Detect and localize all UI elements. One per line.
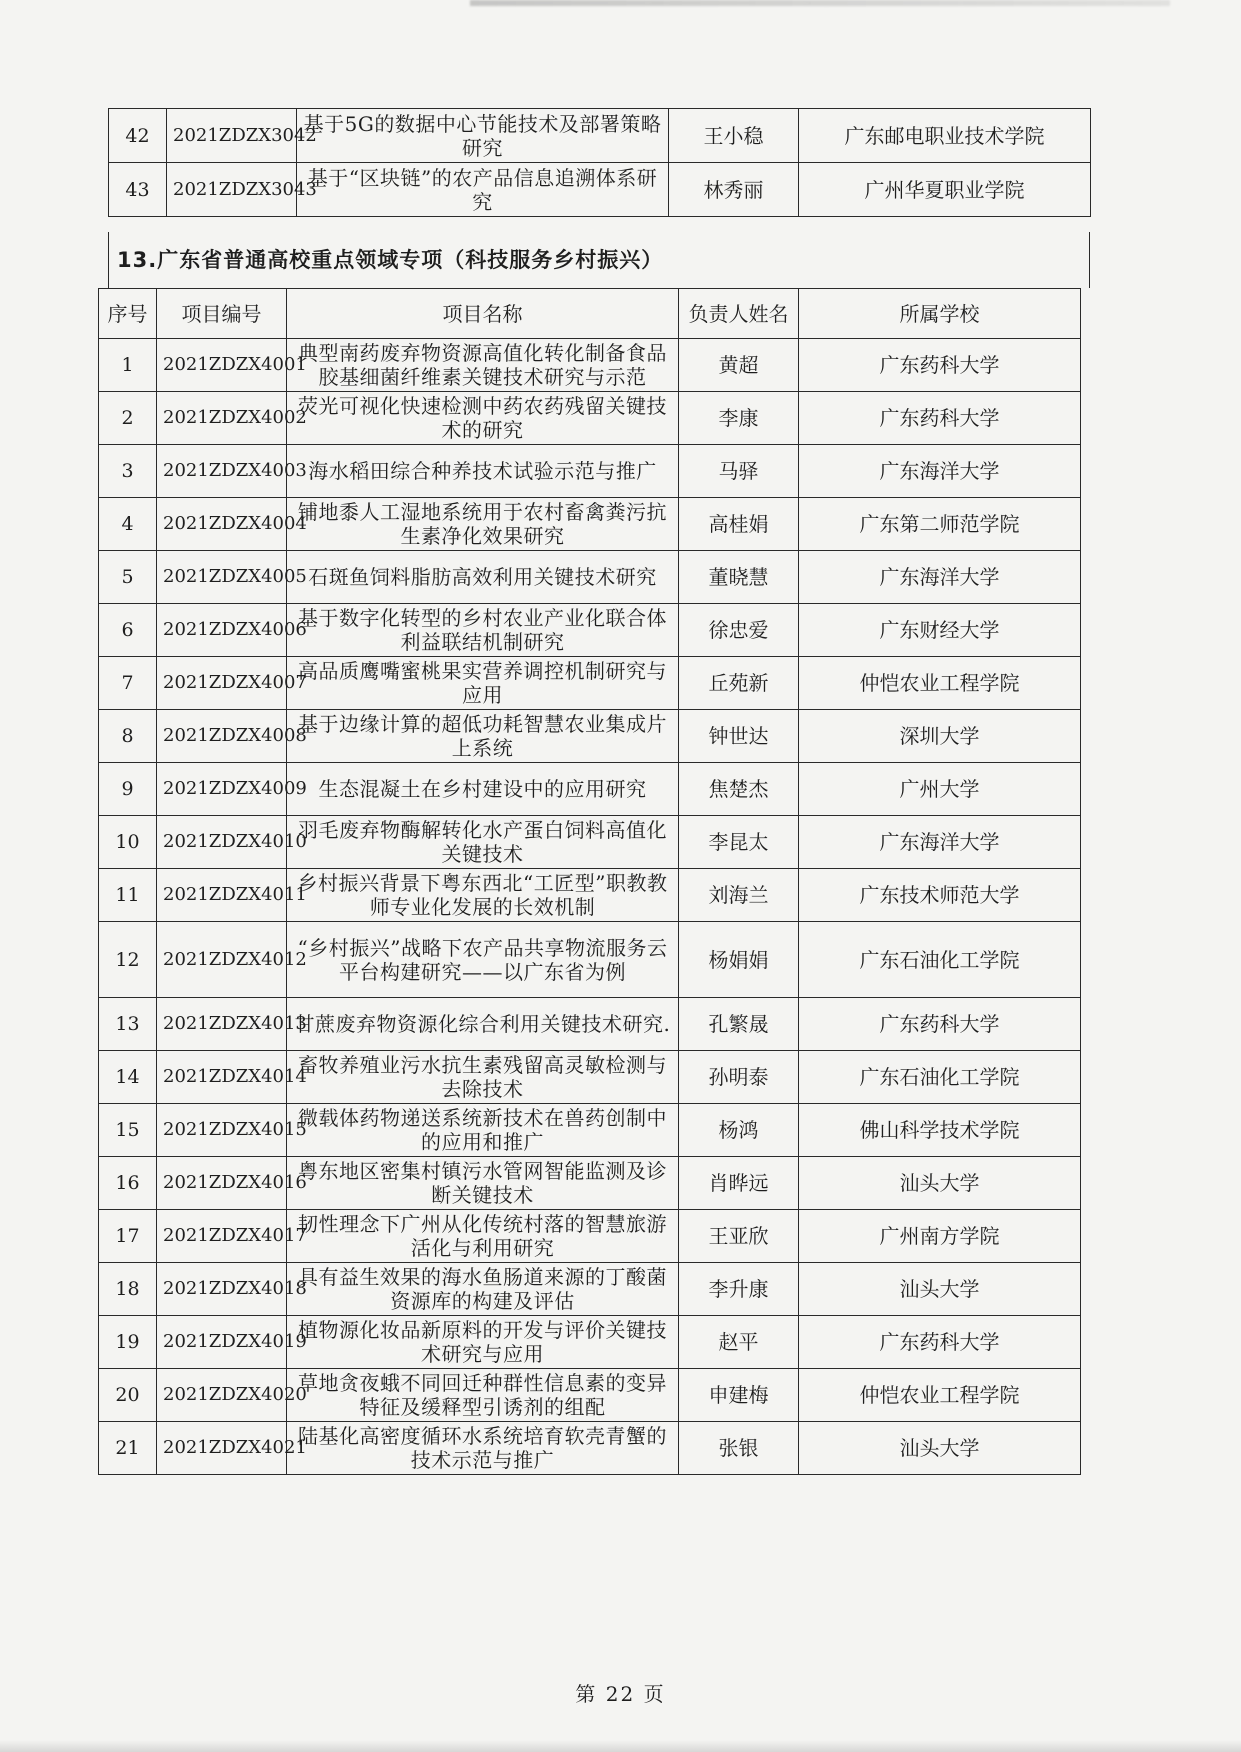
section-title: 13.广东省普通高校重点领域专项（科技服务乡村振兴） bbox=[117, 248, 664, 272]
table-row bbox=[99, 657, 1081, 710]
section-header-cell bbox=[108, 232, 1090, 288]
project-table-body bbox=[99, 339, 1081, 1475]
cell-code: 2021ZDZX4002 bbox=[157, 392, 287, 445]
cell-name: 草地贪夜蛾不同回迁种群性信息素的变异特征及缓释型引诱剂的组配 bbox=[287, 1369, 679, 1422]
cell-name: 高品质鹰嘴蜜桃果实营养调控机制研究与应用 bbox=[287, 657, 679, 710]
table-row bbox=[99, 998, 1081, 1051]
cell-code: 2021ZDZX4010 bbox=[157, 816, 287, 869]
cell-name: “乡村振兴”战略下农产品共享物流服务云平台构建研究——以广东省为例 bbox=[287, 922, 679, 998]
cell-code: 2021ZDZX4015 bbox=[157, 1104, 287, 1157]
cell-leader: 黄超 bbox=[679, 339, 799, 392]
cell-name: 具有益生效果的海水鱼肠道来源的丁酸菌资源库的构建及评估 bbox=[287, 1263, 679, 1316]
cell-school: 广州大学 bbox=[799, 763, 1081, 816]
cell-leader: 马驿 bbox=[679, 445, 799, 498]
cell-name: 植物源化妆品新原料的开发与评价关键技术研究与应用 bbox=[287, 1316, 679, 1369]
cell-leader: 焦楚杰 bbox=[679, 763, 799, 816]
cell-name: 基于“区块链”的农产品信息追溯体系研究 bbox=[297, 163, 669, 217]
cell-leader: 张银 bbox=[679, 1422, 799, 1475]
cell-num: 42 bbox=[109, 109, 167, 163]
cell-leader: 李昆太 bbox=[679, 816, 799, 869]
top-table bbox=[108, 108, 1091, 217]
scan-edge bbox=[0, 1740, 1241, 1752]
cell-name: 生态混凝土在乡村建设中的应用研究 bbox=[287, 763, 679, 816]
cell-code: 2021ZDZX4013 bbox=[157, 998, 287, 1051]
cell-code: 2021ZDZX4003 bbox=[157, 445, 287, 498]
header-name: 项目名称 bbox=[287, 289, 679, 339]
cell-name: 荧光可视化快速检测中药农药残留关键技术的研究 bbox=[287, 392, 679, 445]
table-row bbox=[99, 710, 1081, 763]
header-row bbox=[99, 289, 1081, 339]
cell-leader: 董晓慧 bbox=[679, 551, 799, 604]
cell-leader: 赵平 bbox=[679, 1316, 799, 1369]
cell-school: 广东药科大学 bbox=[799, 998, 1081, 1051]
cell-leader: 李升康 bbox=[679, 1263, 799, 1316]
cell-school: 汕头大学 bbox=[799, 1157, 1081, 1210]
cell-leader: 王小稳 bbox=[669, 109, 799, 163]
cell-code: 2021ZDZX4008 bbox=[157, 710, 287, 763]
cell-leader: 刘海兰 bbox=[679, 869, 799, 922]
cell-school: 广州南方学院 bbox=[799, 1210, 1081, 1263]
cell-num: 15 bbox=[99, 1104, 157, 1157]
table-row bbox=[99, 445, 1081, 498]
cell-code: 2021ZDZX4019 bbox=[157, 1316, 287, 1369]
cell-name: 羽毛废弃物酶解转化水产蛋白饲料高值化关键技术 bbox=[287, 816, 679, 869]
project-table bbox=[98, 288, 1081, 1475]
cell-code: 2021ZDZX4021 bbox=[157, 1422, 287, 1475]
header-leader: 负责人姓名 bbox=[679, 289, 799, 339]
cell-num: 5 bbox=[99, 551, 157, 604]
cell-leader: 王亚欣 bbox=[679, 1210, 799, 1263]
cell-name: 粤东地区密集村镇污水管网智能监测及诊断关键技术 bbox=[287, 1157, 679, 1210]
table-row bbox=[99, 1210, 1081, 1263]
cell-leader: 杨鸿 bbox=[679, 1104, 799, 1157]
table-row bbox=[99, 1316, 1081, 1369]
cell-num: 20 bbox=[99, 1369, 157, 1422]
cell-code: 2021ZDZX4012 bbox=[157, 922, 287, 998]
cell-school: 广东药科大学 bbox=[799, 1316, 1081, 1369]
cell-num: 11 bbox=[99, 869, 157, 922]
cell-code: 2021ZDZX4020 bbox=[157, 1369, 287, 1422]
cell-code: 2021ZDZX4009 bbox=[157, 763, 287, 816]
cell-code: 2021ZDZX4011 bbox=[157, 869, 287, 922]
cell-name: 陆基化高密度循环水系统培育软壳青蟹的技术示范与推广 bbox=[287, 1422, 679, 1475]
cell-code: 2021ZDZX4001 bbox=[157, 339, 287, 392]
cell-name: 铺地黍人工湿地系统用于农村畜禽粪污抗生素净化效果研究 bbox=[287, 498, 679, 551]
cell-num: 10 bbox=[99, 816, 157, 869]
cell-name: 基于数字化转型的乡村农业产业化联合体利益联结机制研究 bbox=[287, 604, 679, 657]
cell-num: 2 bbox=[99, 392, 157, 445]
cell-code: 2021ZDZX4004 bbox=[157, 498, 287, 551]
cell-school: 广东海洋大学 bbox=[799, 445, 1081, 498]
cell-school: 深圳大学 bbox=[799, 710, 1081, 763]
cell-school: 广东海洋大学 bbox=[799, 816, 1081, 869]
table-row bbox=[99, 339, 1081, 392]
table-row bbox=[99, 922, 1081, 998]
scan-artifact bbox=[470, 0, 1170, 6]
page-number: 第 22 页 bbox=[575, 1682, 666, 1706]
cell-leader: 孔繁晟 bbox=[679, 998, 799, 1051]
cell-leader: 杨娟娟 bbox=[679, 922, 799, 998]
cell-leader: 李康 bbox=[679, 392, 799, 445]
cell-num: 16 bbox=[99, 1157, 157, 1210]
table-row bbox=[99, 551, 1081, 604]
header-school: 所属学校 bbox=[799, 289, 1081, 339]
cell-school: 汕头大学 bbox=[799, 1263, 1081, 1316]
cell-name: 石斑鱼饲料脂肪高效利用关键技术研究 bbox=[287, 551, 679, 604]
cell-num: 4 bbox=[99, 498, 157, 551]
cell-school: 广东海洋大学 bbox=[799, 551, 1081, 604]
table-row bbox=[99, 1369, 1081, 1422]
cell-code: 2021ZDZX4014 bbox=[157, 1051, 287, 1104]
cell-leader: 肖晔远 bbox=[679, 1157, 799, 1210]
cell-num: 6 bbox=[99, 604, 157, 657]
cell-school: 广东药科大学 bbox=[799, 339, 1081, 392]
cell-leader: 徐忠爱 bbox=[679, 604, 799, 657]
cell-code: 2021ZDZX4017 bbox=[157, 1210, 287, 1263]
cell-num: 3 bbox=[99, 445, 157, 498]
cell-leader: 丘苑新 bbox=[679, 657, 799, 710]
table-row bbox=[99, 1422, 1081, 1475]
cell-name: 甘蔗废弃物资源化综合利用关键技术研究. bbox=[287, 998, 679, 1051]
table-row bbox=[99, 1157, 1081, 1210]
table-row bbox=[99, 869, 1081, 922]
table-row bbox=[99, 1263, 1081, 1316]
header-code: 项目编号 bbox=[157, 289, 287, 339]
cell-code: 2021ZDZX4005 bbox=[157, 551, 287, 604]
top-table-body bbox=[109, 109, 1091, 217]
cell-school: 广东药科大学 bbox=[799, 392, 1081, 445]
cell-name: 微载体药物递送系统新技术在兽药创制中的应用和推广 bbox=[287, 1104, 679, 1157]
cell-num: 18 bbox=[99, 1263, 157, 1316]
table-row bbox=[99, 1051, 1081, 1104]
table-row bbox=[109, 109, 1091, 163]
cell-num: 1 bbox=[99, 339, 157, 392]
cell-name: 基于5G的数据中心节能技术及部署策略研究 bbox=[297, 109, 669, 163]
cell-school: 佛山科学技术学院 bbox=[799, 1104, 1081, 1157]
cell-school: 仲恺农业工程学院 bbox=[799, 657, 1081, 710]
cell-leader: 林秀丽 bbox=[669, 163, 799, 217]
cell-num: 8 bbox=[99, 710, 157, 763]
cell-name: 海水稻田综合种养技术试验示范与推广 bbox=[287, 445, 679, 498]
cell-name: 基于边缘计算的超低功耗智慧农业集成片上系统 bbox=[287, 710, 679, 763]
cell-num: 7 bbox=[99, 657, 157, 710]
table-row bbox=[99, 763, 1081, 816]
cell-school: 广东石油化工学院 bbox=[799, 922, 1081, 998]
cell-code: 2021ZDZX3043 bbox=[167, 163, 297, 217]
cell-school: 广东第二师范学院 bbox=[799, 498, 1081, 551]
cell-num: 21 bbox=[99, 1422, 157, 1475]
cell-num: 13 bbox=[99, 998, 157, 1051]
cell-name: 典型南药废弃物资源高值化转化制备食品胶基细菌纤维素关键技术研究与示范 bbox=[287, 339, 679, 392]
cell-name: 畜牧养殖业污水抗生素残留高灵敏检测与去除技术 bbox=[287, 1051, 679, 1104]
cell-code: 2021ZDZX4006 bbox=[157, 604, 287, 657]
cell-code: 2021ZDZX3042 bbox=[167, 109, 297, 163]
cell-num: 12 bbox=[99, 922, 157, 998]
cell-leader: 钟世达 bbox=[679, 710, 799, 763]
cell-leader: 申建梅 bbox=[679, 1369, 799, 1422]
cell-code: 2021ZDZX4018 bbox=[157, 1263, 287, 1316]
table-row bbox=[99, 1104, 1081, 1157]
cell-num: 19 bbox=[99, 1316, 157, 1369]
cell-school: 广东石油化工学院 bbox=[799, 1051, 1081, 1104]
cell-school: 广东技术师范大学 bbox=[799, 869, 1081, 922]
cell-leader: 高桂娟 bbox=[679, 498, 799, 551]
cell-name: 乡村振兴背景下粤东西北“工匠型”职教教师专业化发展的长效机制 bbox=[287, 869, 679, 922]
cell-leader: 孙明泰 bbox=[679, 1051, 799, 1104]
cell-school: 广东邮电职业技术学院 bbox=[799, 109, 1091, 163]
cell-school: 广东财经大学 bbox=[799, 604, 1081, 657]
cell-num: 43 bbox=[109, 163, 167, 217]
table-row bbox=[99, 816, 1081, 869]
table-row bbox=[99, 604, 1081, 657]
table-row bbox=[109, 163, 1091, 217]
cell-num: 9 bbox=[99, 763, 157, 816]
table-row bbox=[99, 498, 1081, 551]
cell-school: 汕头大学 bbox=[799, 1422, 1081, 1475]
cell-school: 广州华夏职业学院 bbox=[799, 163, 1091, 217]
cell-school: 仲恺农业工程学院 bbox=[799, 1369, 1081, 1422]
table-row bbox=[99, 392, 1081, 445]
cell-code: 2021ZDZX4007 bbox=[157, 657, 287, 710]
header-num: 序号 bbox=[99, 289, 157, 339]
cell-code: 2021ZDZX4016 bbox=[157, 1157, 287, 1210]
cell-name: 韧性理念下广州从化传统村落的智慧旅游活化与利用研究 bbox=[287, 1210, 679, 1263]
cell-num: 14 bbox=[99, 1051, 157, 1104]
cell-num: 17 bbox=[99, 1210, 157, 1263]
